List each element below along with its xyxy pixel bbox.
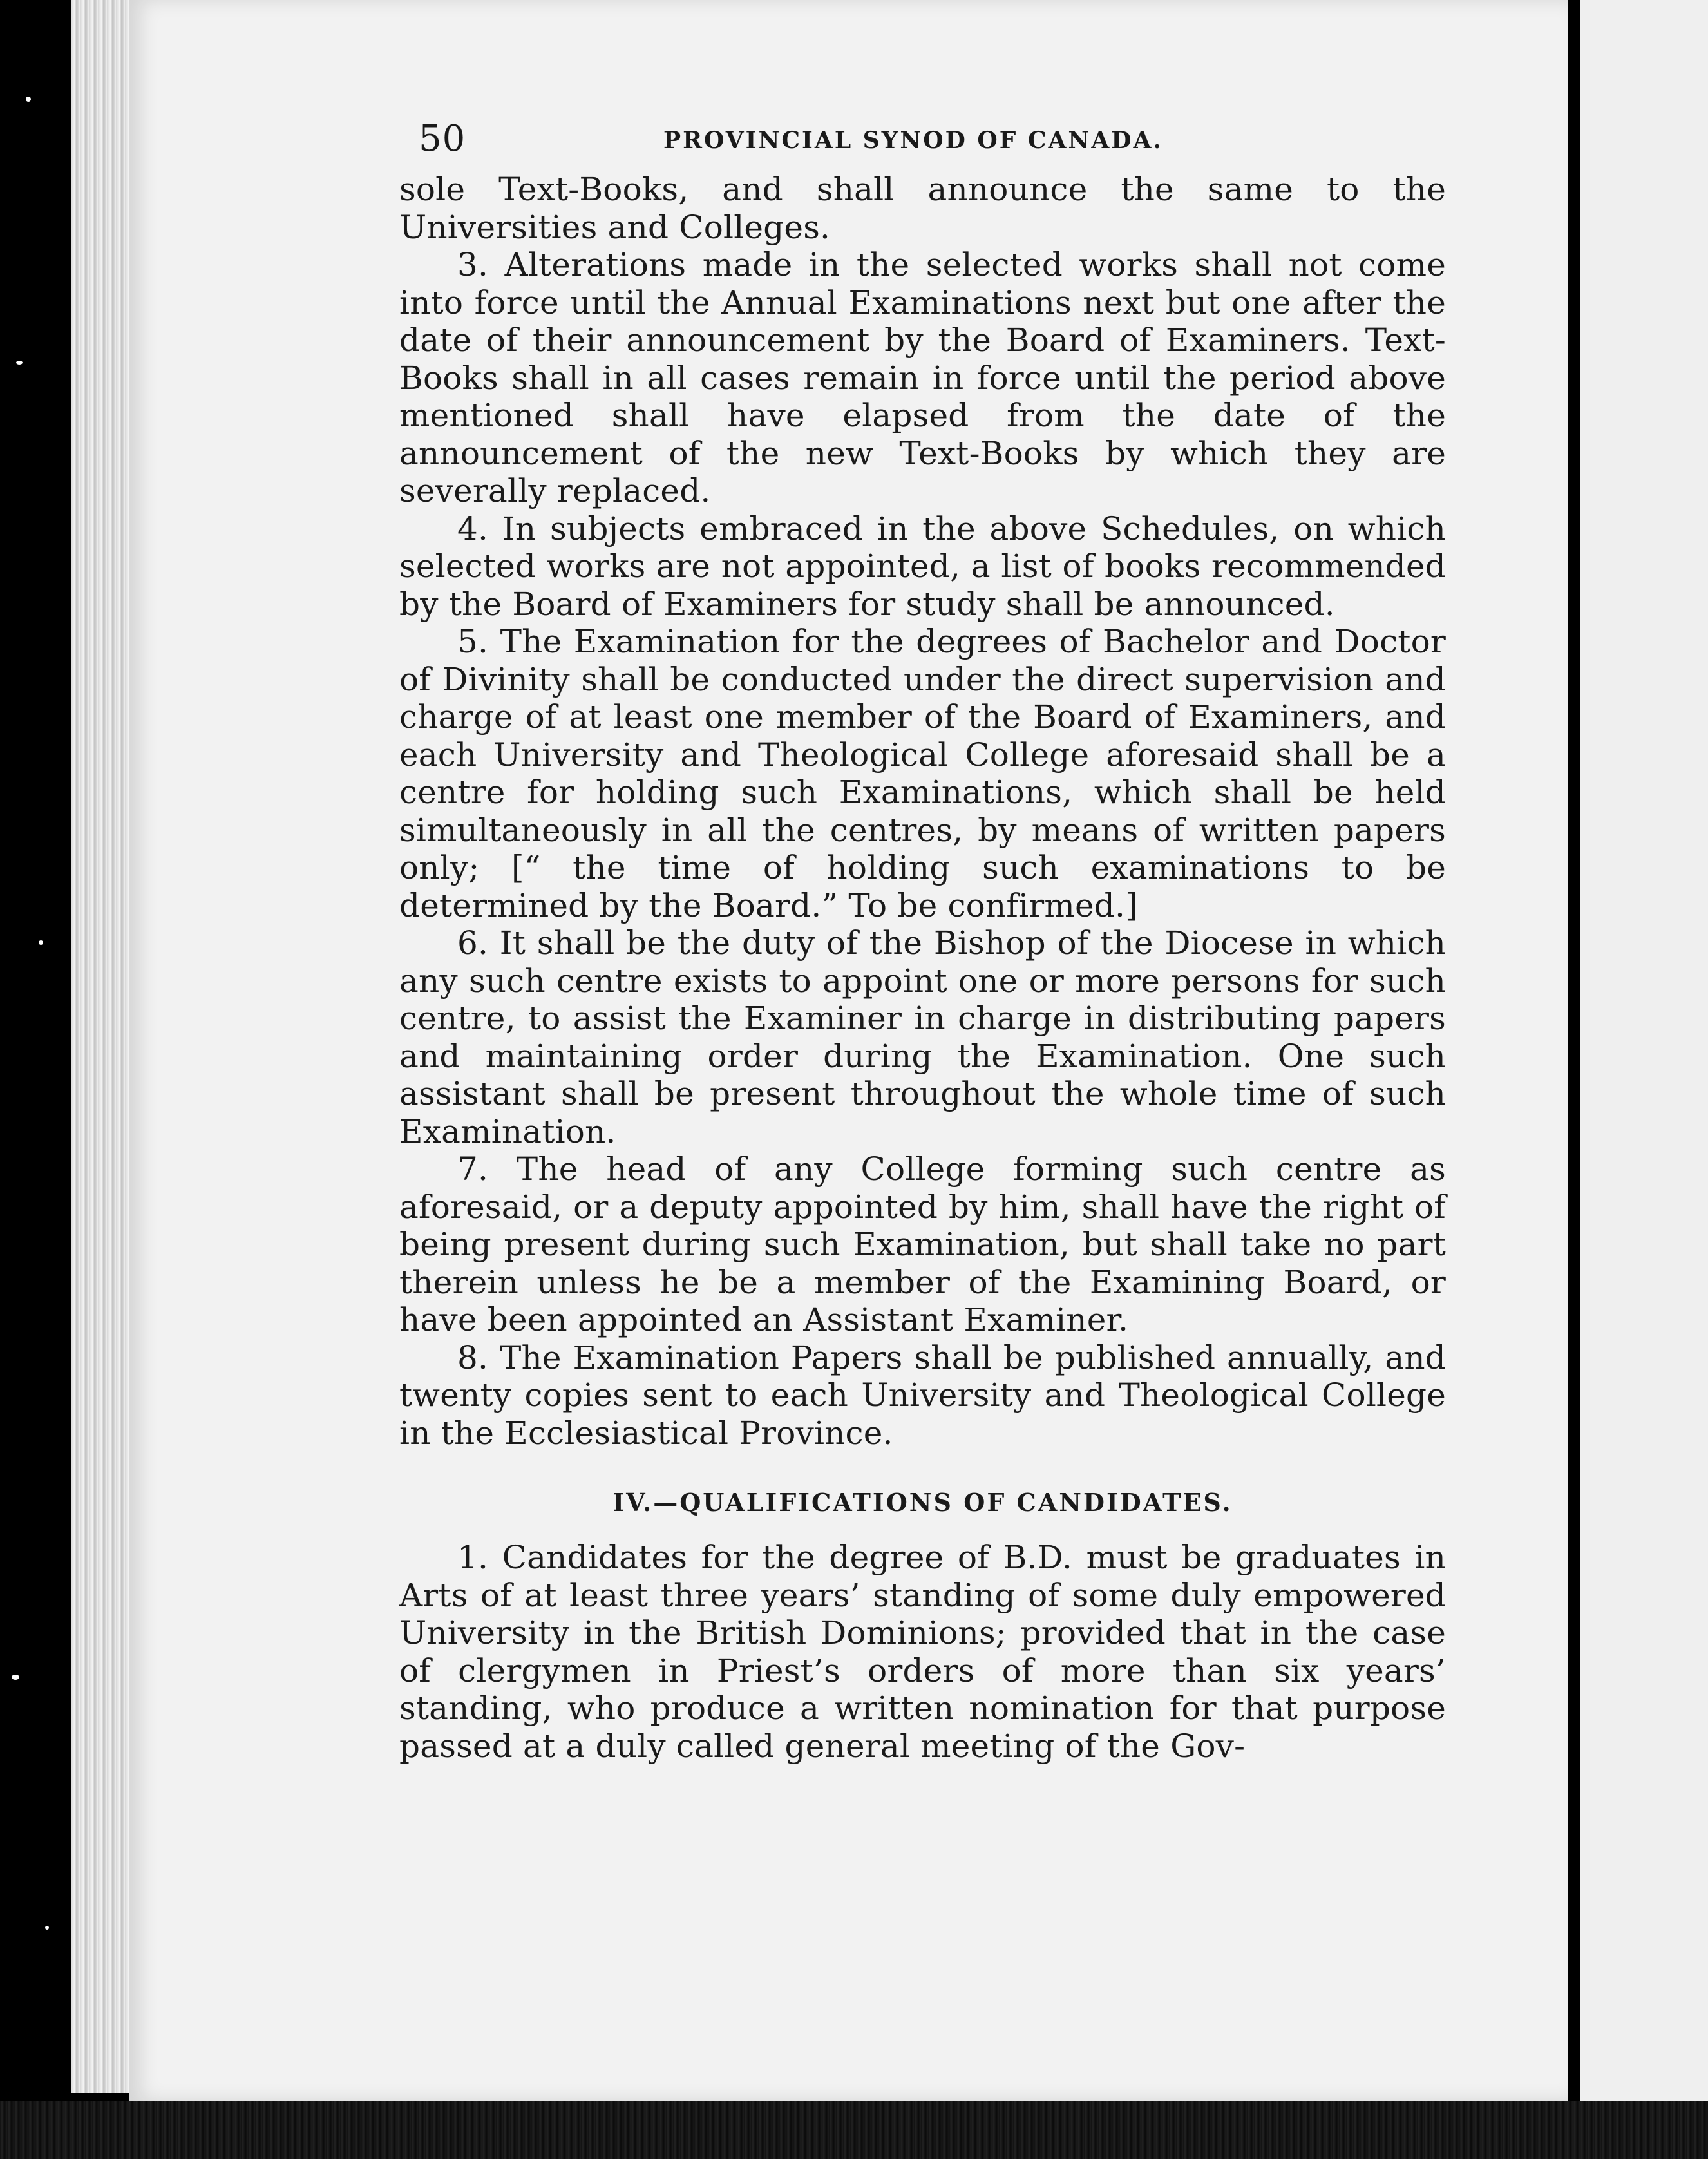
dust-speck xyxy=(39,940,43,945)
running-head: PROVINCIAL SYNOD OF CANADA. xyxy=(663,127,1163,154)
paragraph-6: 6. It shall be the duty of the Bishop of the Diocese in which any such centre exists to appoint one or more persons for such centre, to assist the Examiner in charge in distributing papers and maintaining order during the Examination. One such assistant shall be present throughout the whole time of such Examination. xyxy=(399,924,1446,1150)
section-heading: IV.—QUALIFICATIONS OF CANDIDATES. xyxy=(612,1488,1233,1517)
paragraph-4: 4. In subjects embraced in the above Schedules, on which selected works are not appointed, a list of books recommended by the Board of Examiners for study shall be announced. xyxy=(399,509,1446,623)
dust-speck xyxy=(45,1926,49,1930)
paragraph-5: 5. The Examination for the degrees of Bachelor and Doctor of Divinity shall be conducted under the direct supervision and charge of at least one member of the Board of Examiners, and each University and Theological College aforesaid shall be a centre for holding such Examinations, which shall be held simultaneously in all the centres, by means of written papers only; [“ the time of holding such examinations to be determined by the Board.” To be confirmed.] xyxy=(399,623,1446,924)
body-text xyxy=(399,171,1446,1765)
paragraph-7: 7. The head of any College forming such centre as aforesaid, or a deputy appointed by him, shall have the right of being present during such Examination, but shall take no part therein unless he be a member of the Examining Board, or have been appointed an Assistant Examiner. xyxy=(399,1150,1446,1338)
paragraph-3: 3. Alterations made in the selected works shall not come into force until the Annual Examinations next but one after the date of their announcement by the Board of Examiners. Text-Books shall in all cases remain in force until the period above mentioned shall have elapsed from the date of the announcement of the new Text-Books by which they are severally replaced. xyxy=(399,246,1446,509)
dust-speck xyxy=(12,1675,19,1680)
section-paragraph-1: 1. Candidates for the degree of B.D. must be graduates in Arts of at least three years’ standing of some duly empowered University in the British Dominions; provided that in the case of clergymen in Priest’s orders of more than six years’ standing, who produce a written nomination for that purpose passed at a duly called general meeting of the Gov- xyxy=(399,1539,1446,1765)
stacked-page-edges xyxy=(71,0,132,2093)
paragraph-continuation: sole Text-Books, and shall announce the same to the Universities and Colleges. xyxy=(399,171,1446,246)
book-gutter xyxy=(1568,0,1580,2101)
page-number: 50 xyxy=(419,118,466,160)
page-text xyxy=(399,106,1446,1765)
paragraph-8: 8. The Examination Papers shall be published annually, and twenty copies sent to each University and Theological College in the Ecclesiastical Province. xyxy=(399,1338,1446,1452)
adjacent-page-edge xyxy=(1580,0,1708,2101)
page-header xyxy=(399,106,1446,171)
dust-speck xyxy=(26,97,31,102)
dust-speck xyxy=(16,361,23,365)
scan-bottom-border xyxy=(0,2101,1708,2159)
